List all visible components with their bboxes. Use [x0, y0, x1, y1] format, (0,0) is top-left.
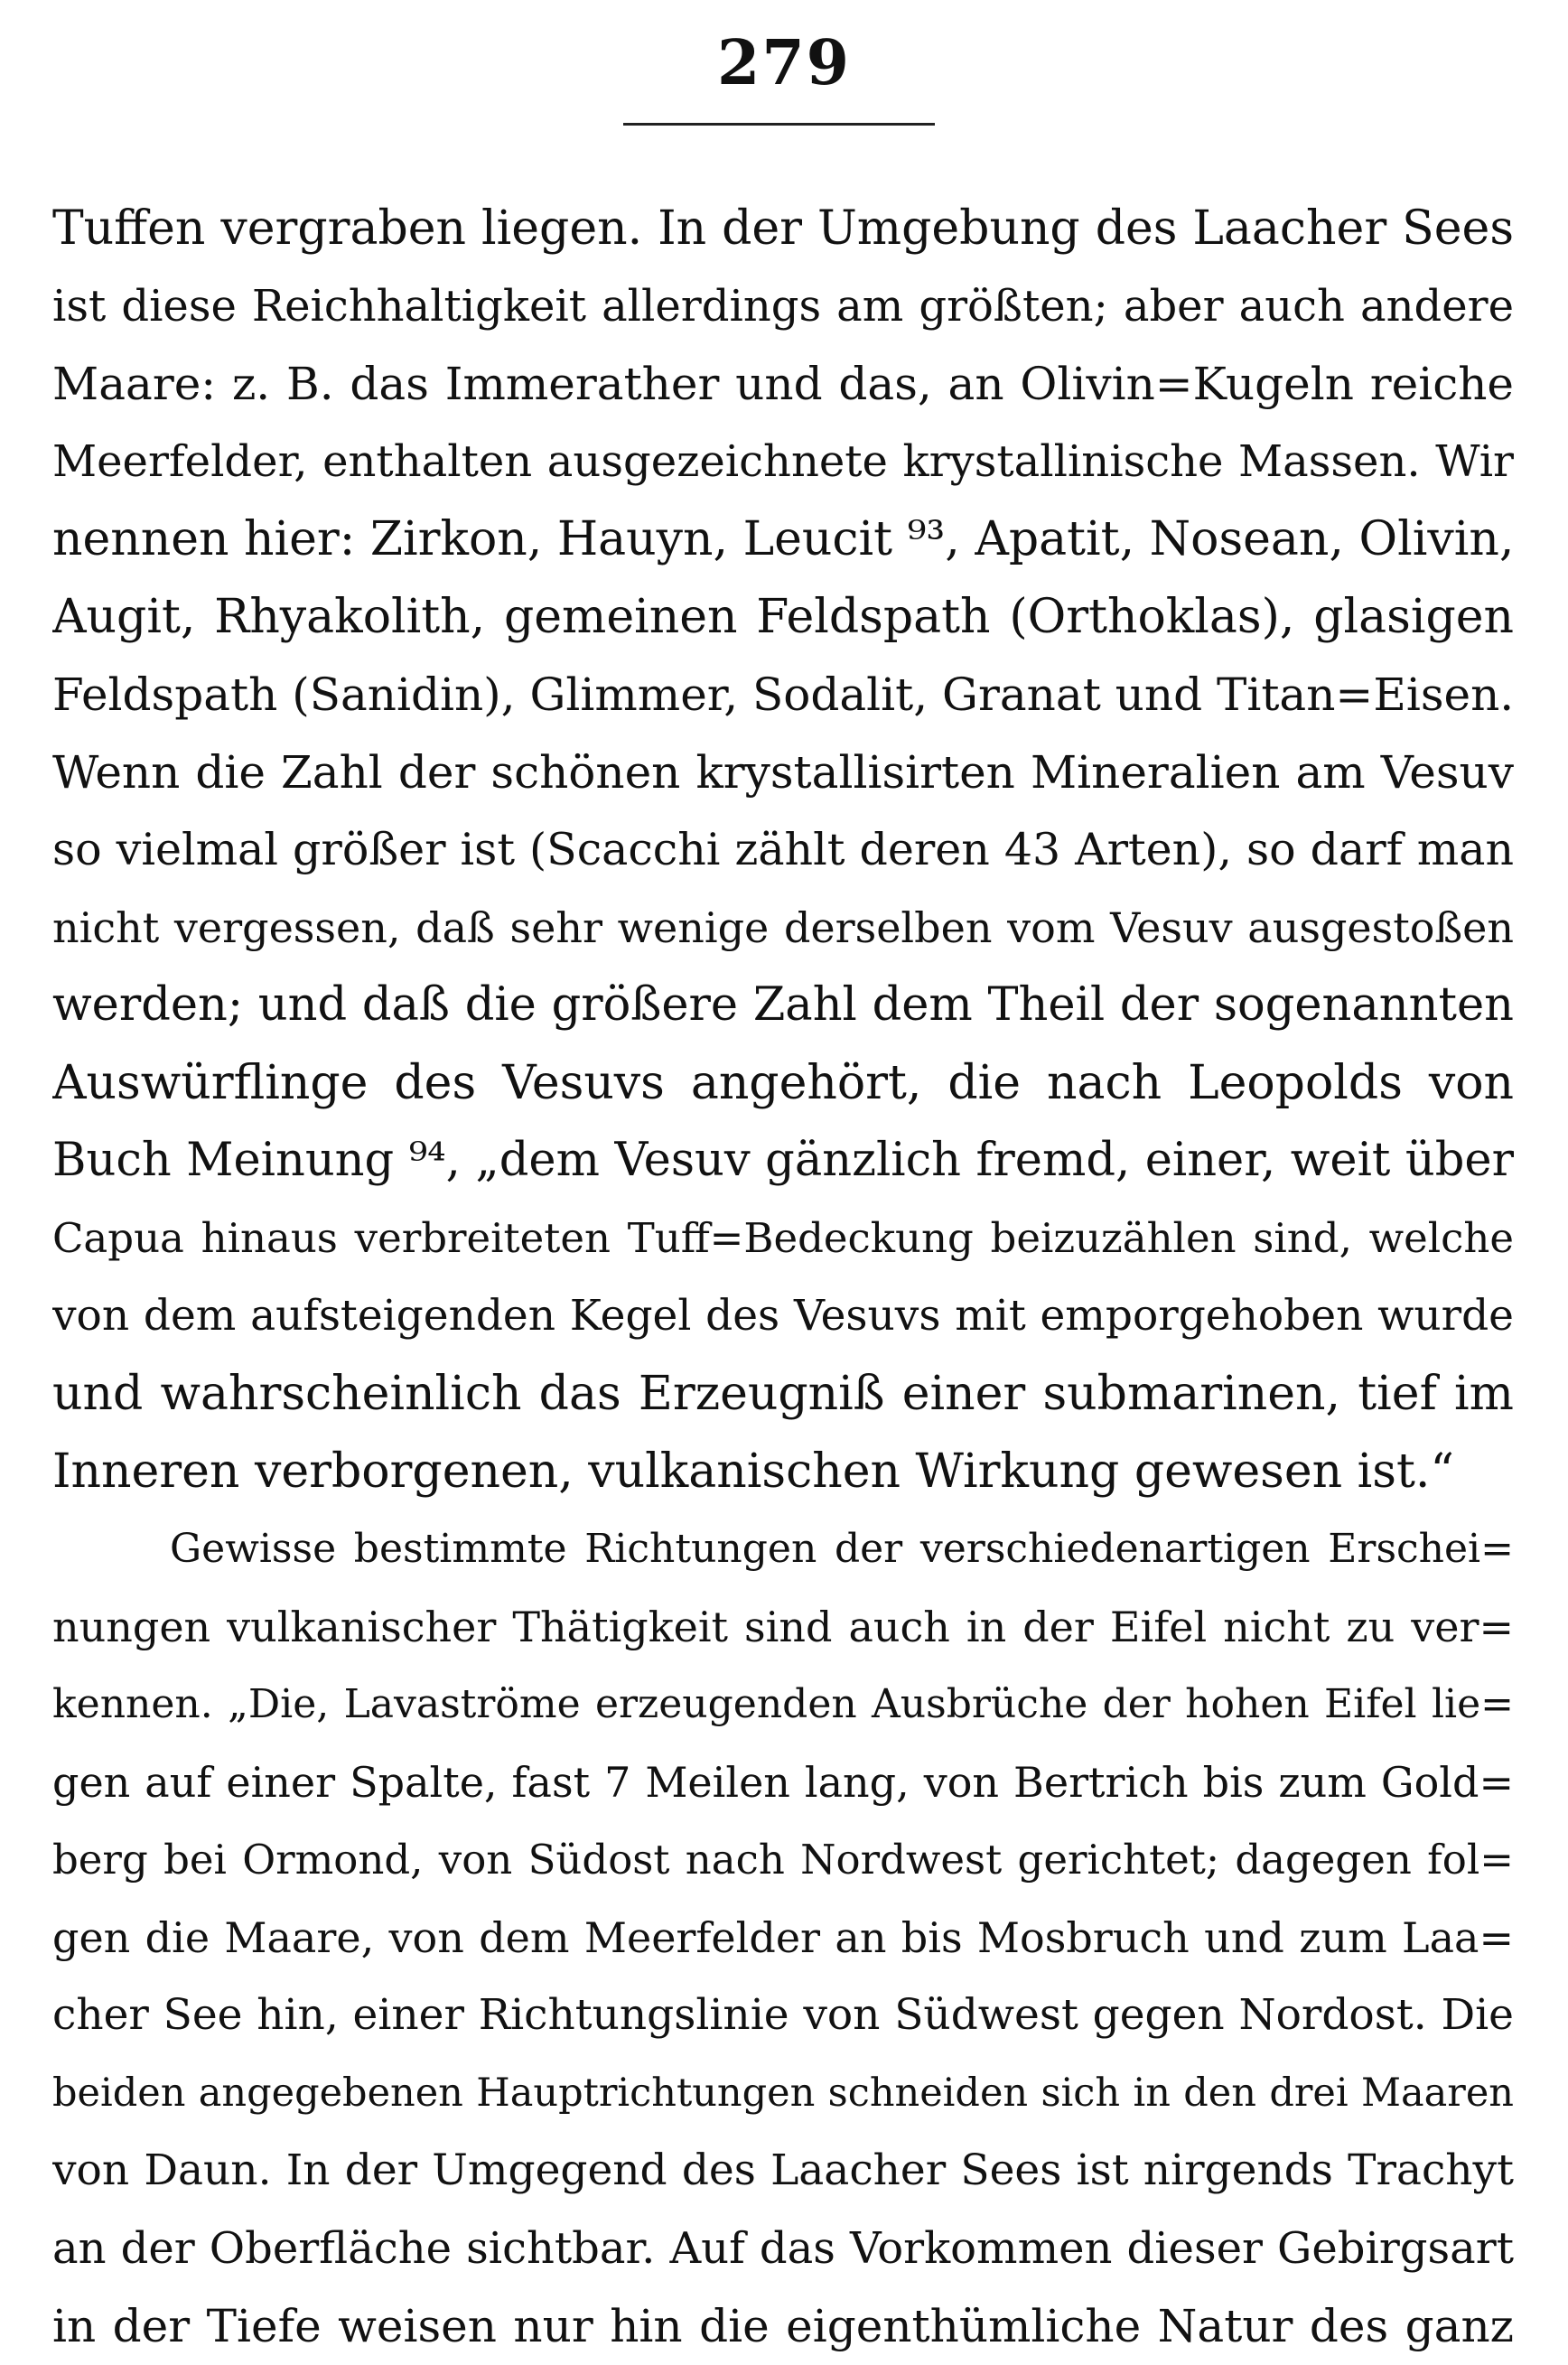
text-line: berg bei Ormond, von Südost nach Nordwest gerichtet; dagegen fol= — [52, 1836, 1514, 1884]
text-line: von dem aufsteigenden Kegel des Vesuvs mit emporgehoben wurde — [52, 1291, 1514, 1341]
page-number: 279 — [717, 27, 851, 99]
text-line: nennen hier: Zirkon, Hauyn, Leucit ⁹³, Apatit, Nosean, Olivin, — [52, 512, 1514, 566]
text-line: gen die Maare, von dem Meerfelder an bis Mosbruch und zum Laa= — [52, 1913, 1514, 1962]
text-line: Maare: z. B. das Immerather und das, an Olivin=Kugeln reiche — [52, 358, 1514, 410]
text-line: ist diese Reichhaltigkeit allerdings am größten; aber auch andere — [52, 281, 1514, 332]
text-line: Buch Meinung ⁹⁴, „dem Vesuv gänzlich fremd, einer, weit über — [52, 1134, 1514, 1187]
text-line: an der Oberfläche sichtbar. Auf das Vorkommen dieser Gebirgsart — [52, 2223, 1514, 2274]
text-line: beiden angegebenen Hauptrichtungen schneiden sich in den drei Maaren — [52, 2071, 1514, 2116]
text-line: in der Tiefe weisen nur hin die eigenthümliche Natur des ganz — [52, 2300, 1514, 2352]
text-line: nungen vulkanischer Thätigkeit sind auch in der Eifel nicht zu ver= — [52, 1603, 1514, 1651]
text-line: Augit, Rhyakolith, gemeinen Feldspath (Orthoklas), glasigen — [52, 590, 1514, 644]
paragraph-start-line: Gewisse bestimmte Richtungen der verschiedenartigen Erschei= — [170, 1526, 1514, 1572]
text-line: Auswürflinge des Vesuvs angehört, die nach Leopolds von — [52, 1056, 1514, 1110]
text-line: gen auf einer Spalte, fast 7 Meilen lang, von Bertrich bis zum Gold= — [52, 1758, 1514, 1807]
text-line: Inneren verborgenen, vulkanischen Wirkung gewesen ist.“ — [52, 1444, 1454, 1499]
text-line: cher See hin, einer Richtungslinie von Südwest gegen Nordost. Die — [52, 1990, 1514, 2040]
text-line: kennen. „Die, Lavaströme erzeugenden Ausbrüche der hohen Eifel lie= — [52, 1681, 1514, 1727]
text-line: Capua hinaus verbreiteten Tuff=Bedeckung beizuzählen sind, welche — [52, 1214, 1514, 1262]
text-line: Wenn die Zahl der schönen krystallisirten Mineralien am Vesuv — [52, 746, 1514, 799]
text-line: von Daun. In der Umgegend des Laacher Sees ist nirgends Trachyt — [52, 2145, 1514, 2195]
text-line: so vielmal größer ist (Scacchi zählt deren 43 Arten), so darf man — [52, 824, 1514, 875]
text-line: werden; und daß die größere Zahl dem Theil der sogenannten — [52, 978, 1514, 1032]
header-rule — [623, 123, 935, 126]
text-line: nicht vergessen, daß sehr wenige derselben vom Vesuv ausgestoßen — [52, 903, 1514, 952]
text-line: Feldspath (Sanidin), Glimmer, Sodalit, Granat und Titan=Eisen. — [52, 668, 1514, 721]
text-line: Tuffen vergraben liegen. In der Umgebung des Laacher Sees — [52, 201, 1514, 256]
text-line: und wahrscheinlich das Erzeugniß einer submarinen, tief im — [52, 1367, 1514, 1421]
text-line: Meerfelder, enthalten ausgezeichnete krystallinische Massen. Wir — [52, 436, 1514, 487]
body-text — [52, 190, 1514, 2365]
